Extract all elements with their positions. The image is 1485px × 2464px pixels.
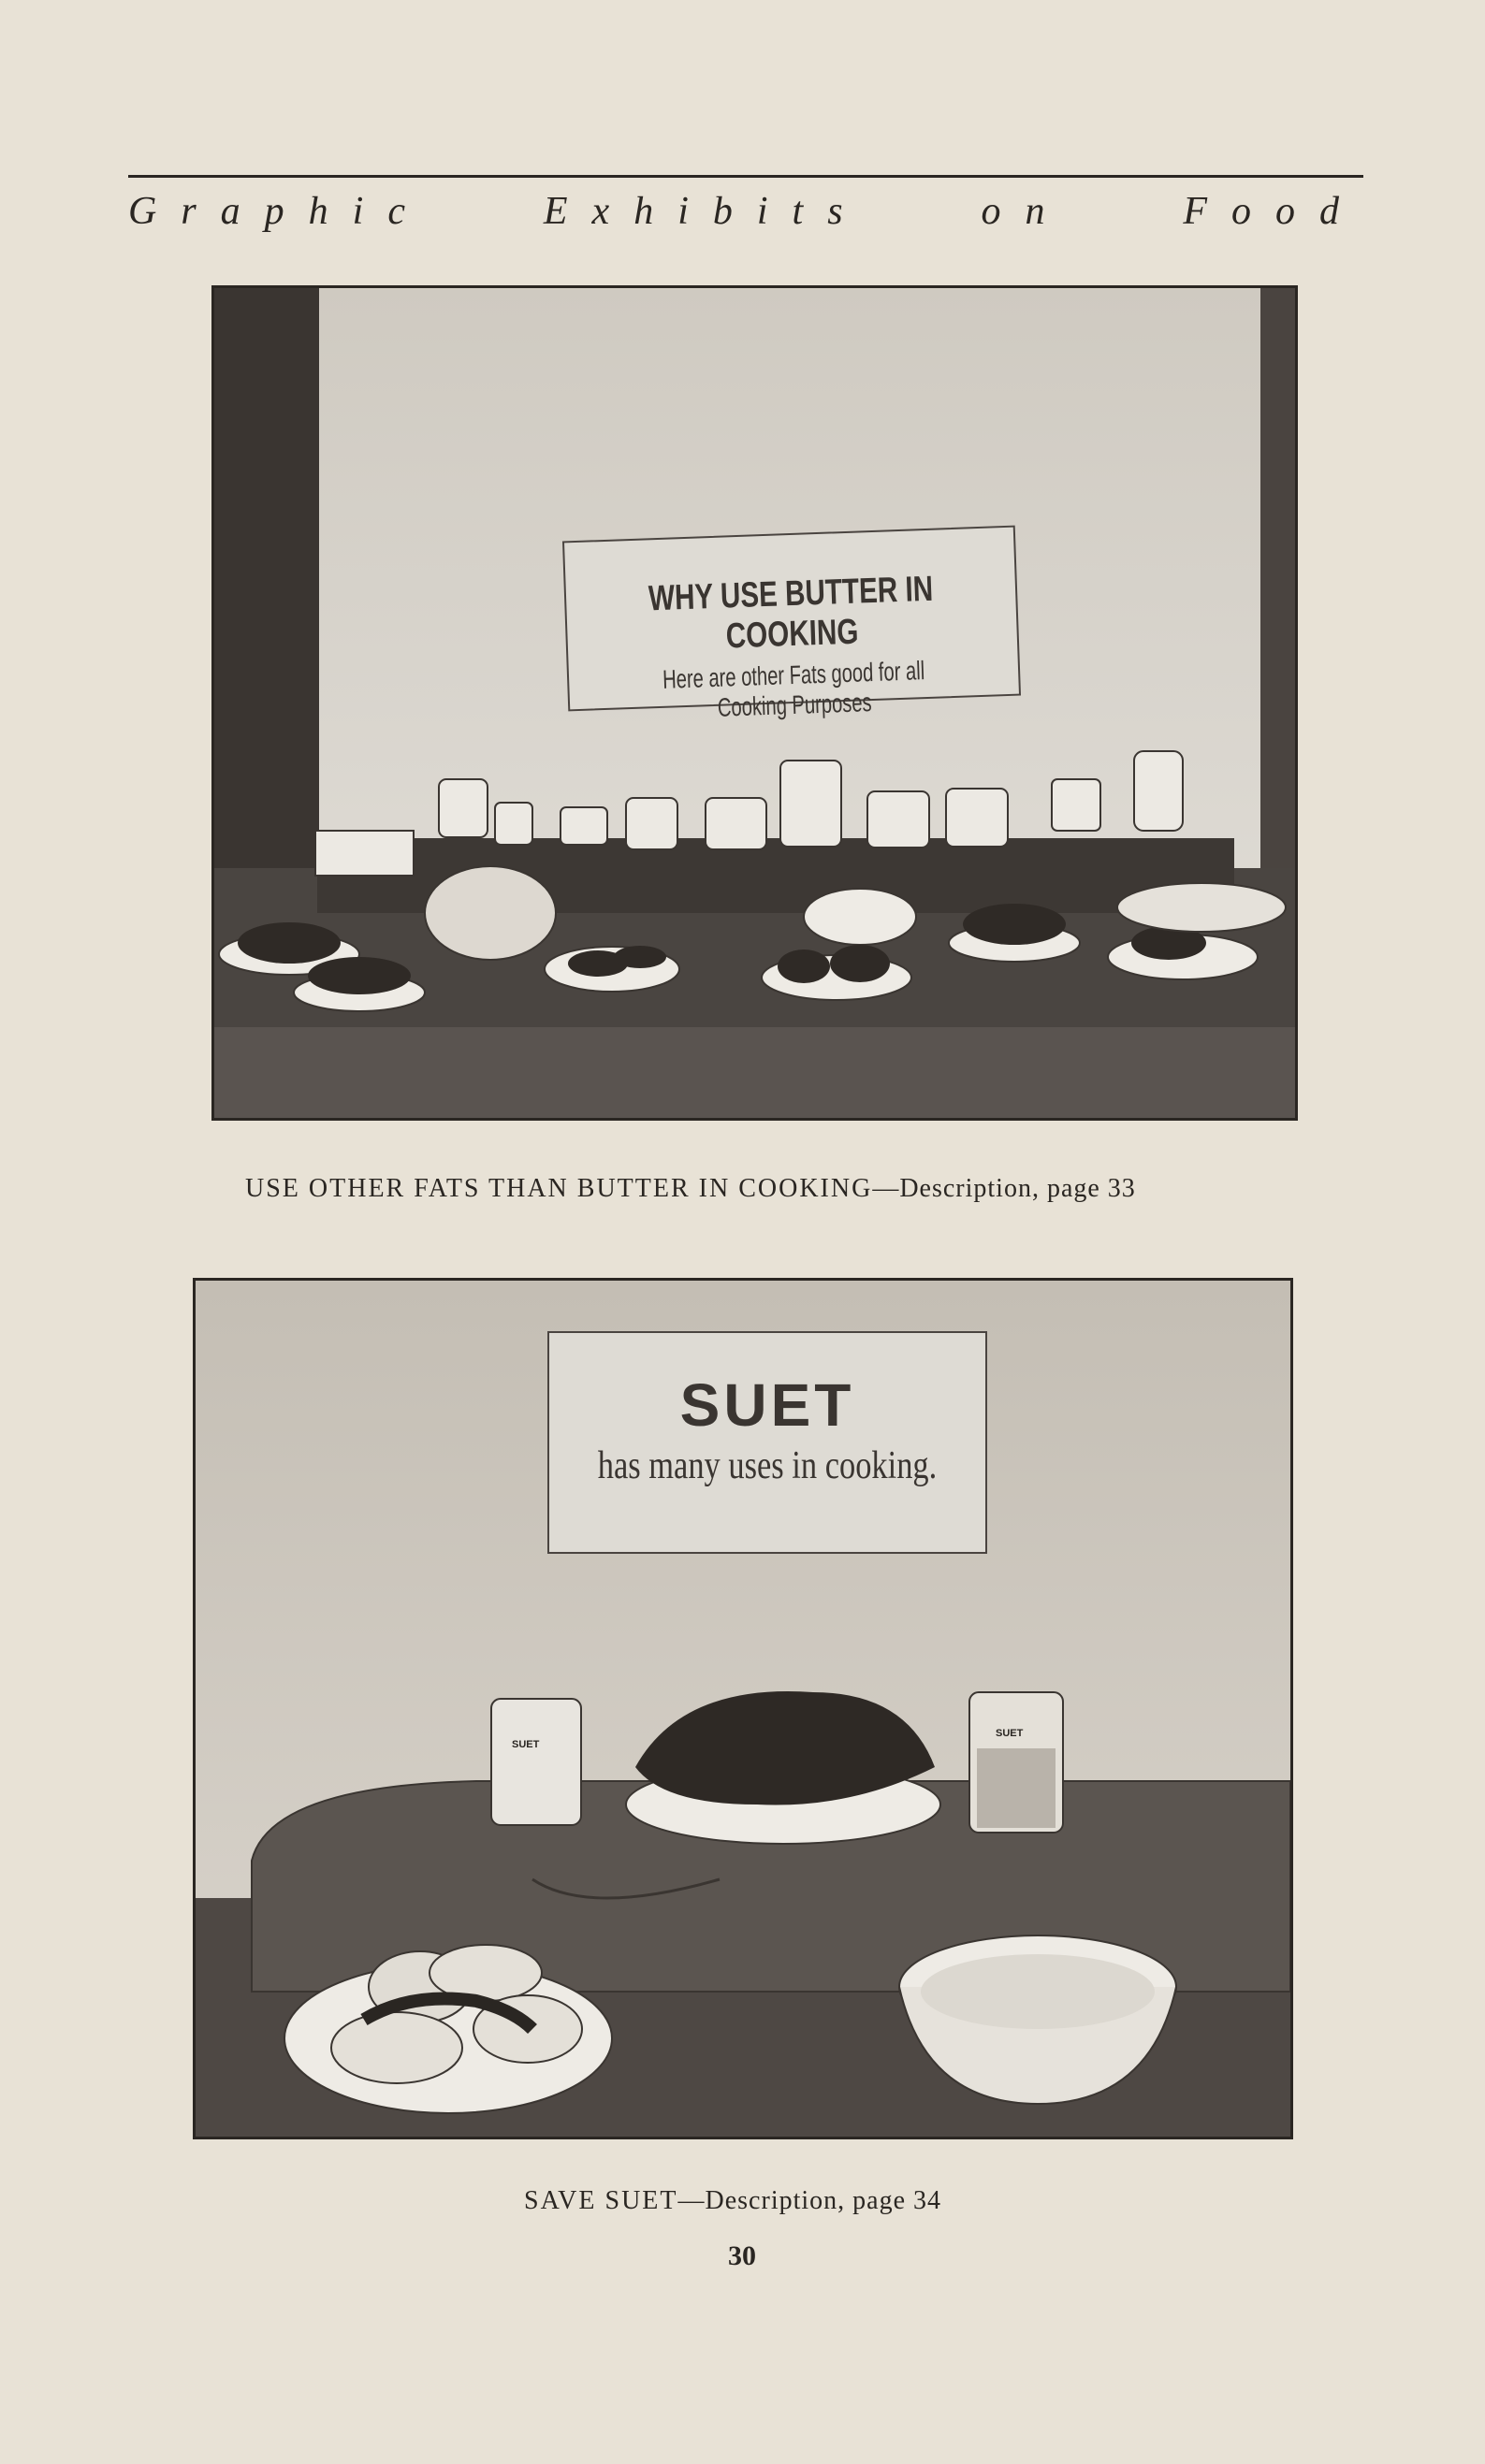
header-word-on: on bbox=[981, 190, 1070, 233]
running-header bbox=[128, 175, 1363, 234]
header-word-graphic: Graphic bbox=[128, 190, 429, 233]
running-head-text bbox=[128, 189, 1363, 234]
page-number: 30 bbox=[728, 2240, 756, 2271]
sign-suet-subheading: has many uses in cooking. bbox=[597, 1444, 938, 1487]
photo-butter-exhibit bbox=[211, 285, 1298, 1121]
caption1-reference: —Description, page 33 bbox=[872, 1174, 1136, 1203]
sign-suet-heading: SUET bbox=[679, 1371, 855, 1439]
caption-save-suet bbox=[524, 2186, 941, 2216]
jar-label-suet-right: SUET bbox=[996, 1728, 1024, 1739]
header-word-exhibits: Exhibits bbox=[543, 190, 867, 233]
sign-why-use-butter bbox=[562, 526, 1021, 722]
photo-suet-exhibit bbox=[193, 1278, 1293, 2139]
sign-suet bbox=[547, 1331, 987, 1554]
sign-butter-heading: WHY USE BUTTER IN COOKING bbox=[648, 569, 934, 657]
header-word-food: Food bbox=[1183, 190, 1363, 233]
caption1-title: USE OTHER FATS THAN BUTTER IN COOKING bbox=[245, 1174, 873, 1203]
caption2-title: SAVE SUET bbox=[524, 2186, 678, 2215]
caption2-reference: —Description, page 34 bbox=[677, 2186, 942, 2215]
jar-label-suet-left: SUET bbox=[512, 1739, 540, 1750]
sign-butter-subheading: Here are other Fats good for all Cooking Purposes bbox=[662, 656, 925, 722]
caption-use-other-fats bbox=[245, 1174, 1136, 1204]
